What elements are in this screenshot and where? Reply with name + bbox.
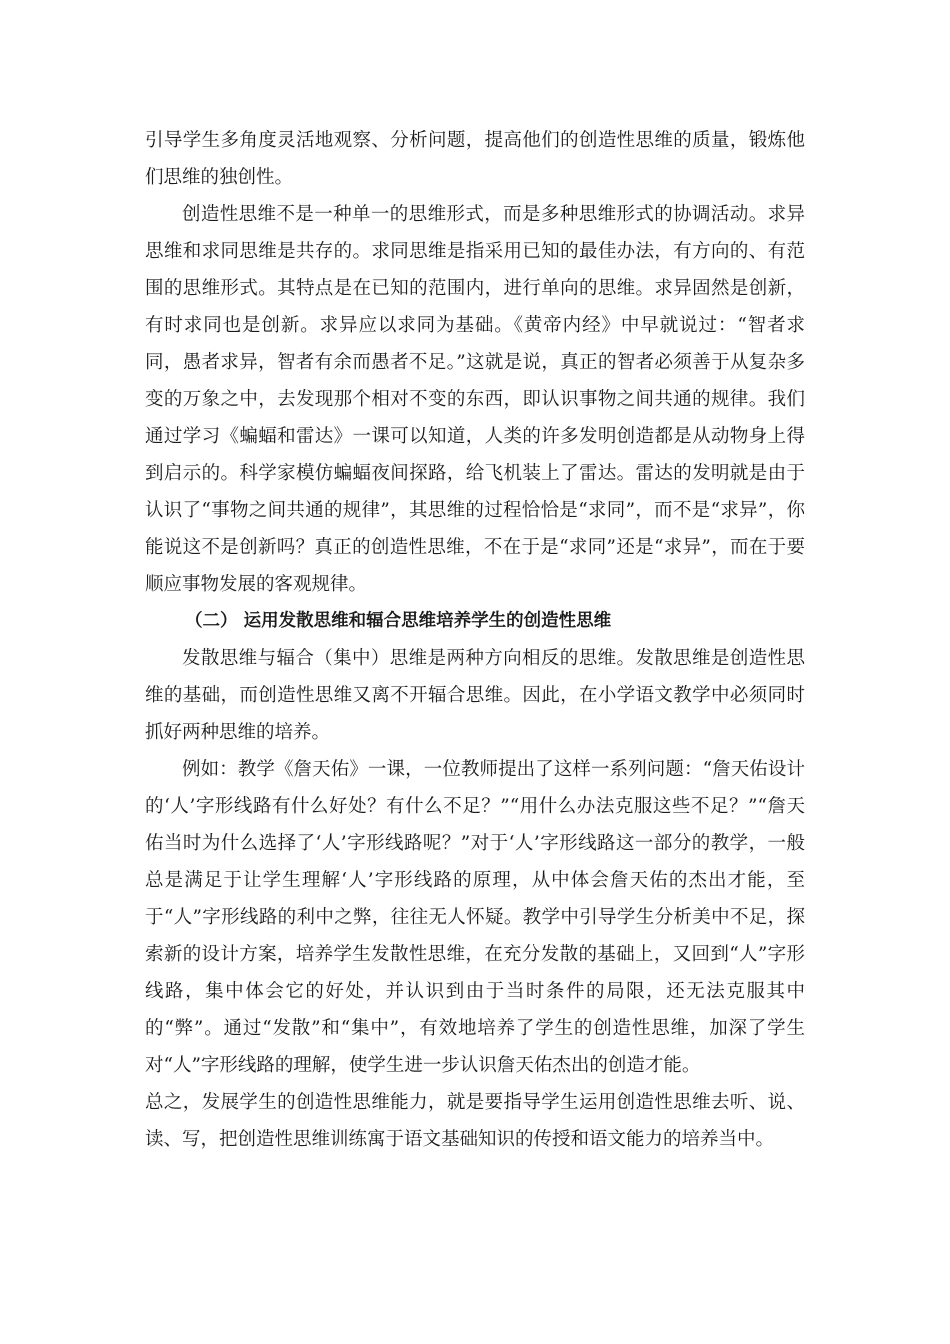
paragraph-example: 例如：教学《詹天佑》一课，一位教师提出了这样一系列问题：“詹天佑设计的‘人’字形线路有什么好处？有什么不足？”“用什么办法克服这些不足？”“詹天佑当时为什么选择了‘人’字形线路呢？”对于‘人’字形线路这一部分的教学，一般总是满足于让学生理解‘人’字形线路的原理，从中体会詹天佑的杰出才能，至于“人”字形线路的利中之弊，往往无人怀疑。教学中引导学生分析美中不足，探索新的设计方案，培养学生发散性思维，在充分发散的基础上，又回到“人”字形线路，集中体会它的好处，并认识到由于当时条件的局限，还无法克服其中的“弊”。通过“发散”和“集中”，有效地培养了学生的创造性思维，加深了学生对“人”字形线路的理解，使学生进一步认识詹天佑杰出的创造才能。 (145, 759, 805, 1076)
document-body (145, 122, 805, 1158)
paragraph-continuation: 引导学生多角度灵活地观察、分析问题，提高他们的创造性思维的质量，锻炼他们思维的独创性。 (145, 130, 805, 188)
paragraph-creative-thinking: 创造性思维不是一种单一的思维形式，而是多种思维形式的协调活动。求异思维和求同思维是共存的。求同思维是指采用已知的最佳办法，有方向的、有范围的思维形式。其特点是在已知的范围内，进行单向的思维。求异固然是创新，有时求同也是创新。求异应以求同为基础。《黄帝内经》中早就说过：“智者求同，愚者求异，智者有余而愚者不足。”这就是说，真正的智者必须善于从复杂多变的万象之中，去发现那个相对不变的东西，即认识事物之间共通的规律。我们通过学习《蝙蝠和雷达》一课可以知道，人类的许多发明创造都是从动物身上得到启示的。科学家模仿蝙蝠夜间探路，给飞机装上了雷达。雷达的发明就是由于认识了“事物之间共通的规律”，其思维的过程恰恰是“求同”，而不是“求异”，你能说这不是创新吗？真正的创造性思维，不在于是“求同”还是“求异”，而在于要顺应事物发展的客观规律。 (145, 204, 805, 595)
paragraph-conclusion: 总之，发展学生的创造性思维能力，就是要指导学生运用创造性思维去听、说、读、写，把创造性思维训练寓于语文基础知识的传授和语文能力的培养当中。 (145, 1092, 805, 1150)
section-heading: （二） 运用发散思维和辐合思维培养学生的创造性思维 (185, 611, 612, 631)
paragraph-divergent-thinking: 发散思维与辐合（集中）思维是两种方向相反的思维。发散思维是创造性思维的基础，而创造性思维又离不开辐合思维。因此，在小学语文教学中必须同时抓好两种思维的培养。 (145, 648, 805, 743)
